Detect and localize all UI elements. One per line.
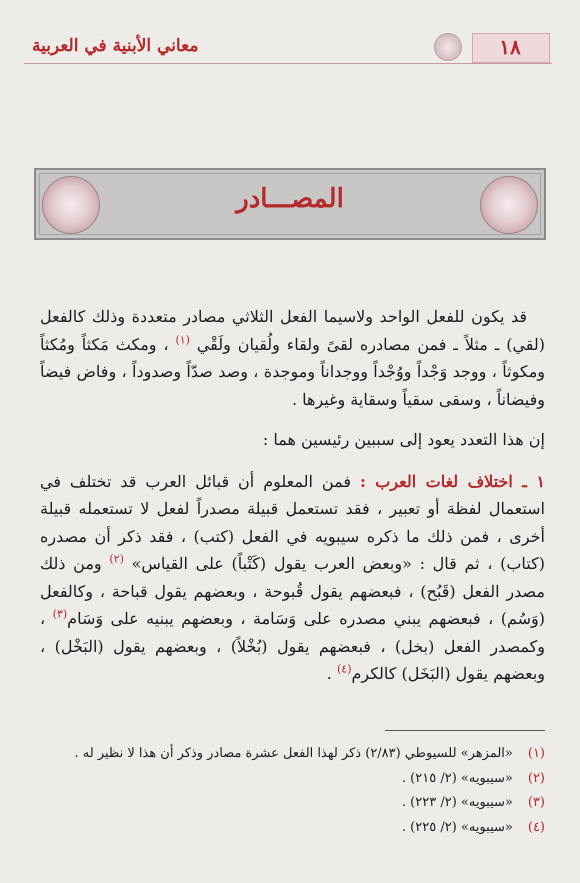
footnote-text: «المزهر» للسيوطي (٢/٨٣) ذكر لهذا الفعل عشرة مصادر وذكر أن هذا لا نظير له .	[74, 746, 513, 761]
footnotes	[74, 742, 545, 840]
header-ornament-icon	[434, 33, 462, 61]
footnote-text: «سيبويه» (٢/ ٢١٥) .	[401, 770, 513, 786]
paragraph-3-end: .	[326, 664, 332, 683]
paragraph-2: إن هذا التعدد يعود إلى سببين رئيسين هما :	[262, 430, 545, 449]
footnote-number: (١)	[527, 746, 545, 761]
book-title: معاني الأبنية في العربية	[32, 36, 199, 56]
paragraph-3-lead: ١ ـ اختلاف لغات العرب :	[359, 471, 546, 491]
footnote-text: «سيبويه» (٢/ ٢٢٣) .	[401, 795, 513, 810]
footnote-ref-2: (٢)	[109, 552, 124, 566]
paragraph-1	[40, 303, 545, 413]
footnote-text: «سيبويه» (٢/ ٢٢٥) .	[401, 819, 513, 835]
footnote-number: (٣)	[527, 795, 545, 810]
page-number: ١٨	[499, 35, 521, 59]
footnote-item	[100, 816, 545, 841]
section-banner	[34, 168, 546, 240]
footnote-number: (٢)	[527, 770, 545, 786]
footnote-ref-3: (٣)	[52, 607, 68, 621]
footnote-ref-1: (١)	[175, 333, 190, 347]
paragraph-3-part-c: ، وكمصدر الفعل (بخل) ، فبعضهم يقول (بُخْلاً) ، وبعضهم يقول (البَخْل) ، وبعضهم يقول (البَخَل) كالكرم	[40, 609, 545, 683]
footnote-rule	[385, 730, 545, 731]
header-rule	[24, 63, 552, 64]
body-text	[40, 303, 545, 688]
page-header	[24, 33, 552, 63]
paragraph-1-end: ، ومكث مَكثاً ومُكثاً ومكوثاً ، ووجد وَجْداً ووُجْداً ووجداناً وموجدة ، وصد صدّاً وصدوداً ، وفاض فيضاً وفيضاناً ، وسقى سقياً وسقاية وغيرها .	[40, 334, 545, 409]
footnote-item	[100, 767, 545, 792]
paragraph-3	[40, 468, 545, 688]
footnote-number: (٤)	[527, 819, 545, 835]
footnote-ref-4: (٤)	[336, 662, 352, 676]
footnote-item	[100, 791, 545, 816]
paragraph-3-part-b: ومن ذلك مصدر الفعل (قَبُح) ، فبعضهم يقول قُبوحة ، وبعضهم يقول قباحة ، وكالفعل (وَسُم) ، فبعضهم يبني مصدره على وَسَامة ، وبعضهم يبنيه على وَسَام	[40, 554, 545, 628]
section-title: المصـــادر	[236, 184, 344, 214]
paragraph-3-part-a: فمن المعلوم أن قبائل العرب قد تختلف في استعمال لفظة أو تعبير ، فقد تستعمل قبيلة مصدراً لفعل لا تستعمله قبيلة أخرى ، فمن ذلك ما ذكره سيبويه في الفعل (كتب) ، فقد ذكر أن مصدره (كتاب) ، ثم قال : «وبعض العرب يقول (كَتْباً) على القياس»	[40, 471, 545, 573]
paragraph-1-text: قد يكون للفعل الواحد ولاسيما الفعل الثلاثي مصادر متعددة وذلك كالفعل (لقي) ـ مثلاً ـ فمن مصادره لقىً ولقاء ولُقيان ولَقْي	[40, 307, 545, 354]
footnote-item	[74, 742, 545, 767]
